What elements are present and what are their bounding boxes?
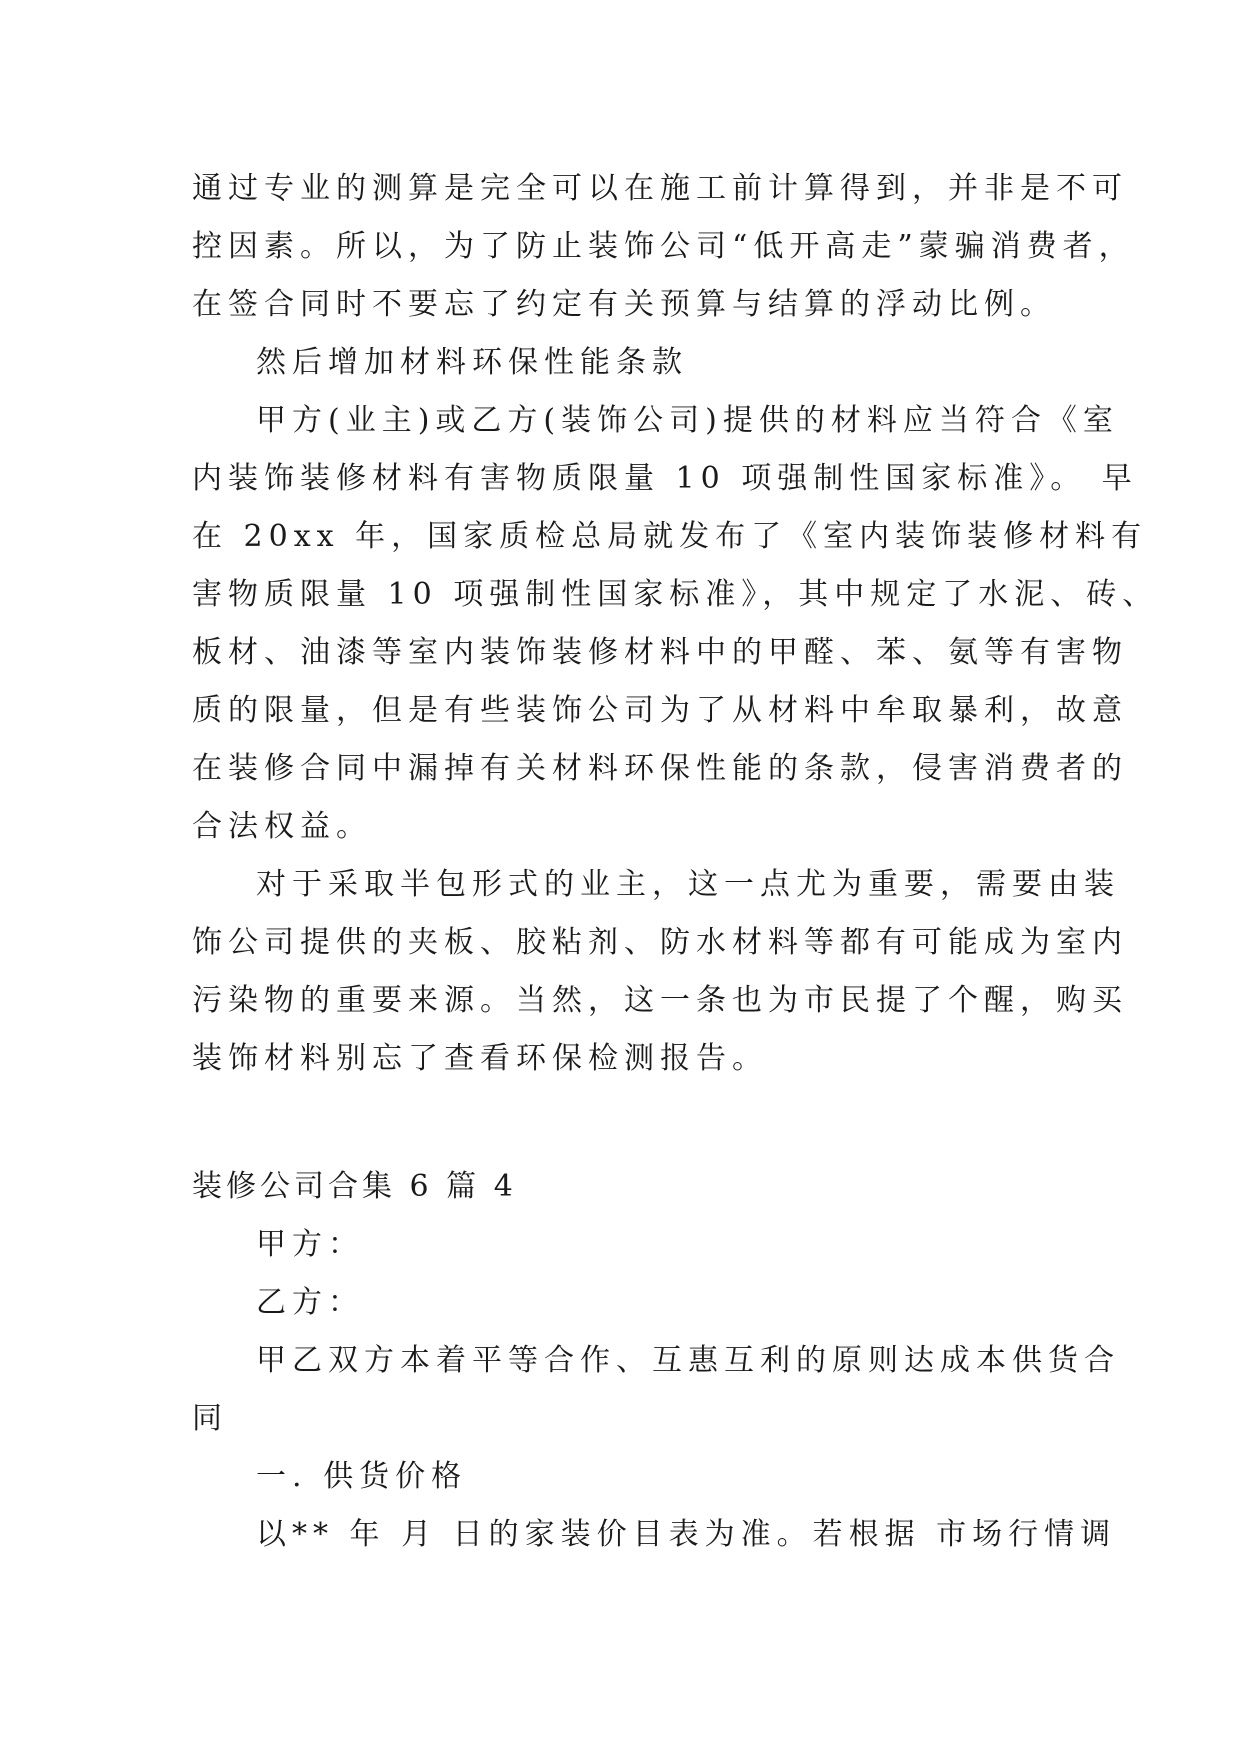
paragraph-line: 板材、油漆等室内装饰装修材料中的甲醛、苯、氨等有害物 (192, 635, 1128, 670)
section-heading: 装修公司合集 6 篇 4 (192, 1169, 517, 1204)
paragraph-line: 饰公司提供的夹板、胶粘剂、防水材料等都有可能成为室内 (192, 925, 1128, 960)
paragraph-line: 甲方(业主)或乙方(装饰公司)提供的材料应当符合《室 (256, 403, 1119, 438)
paragraph-line: 甲乙双方本着平等合作、互惠互利的原则达成本供货合 (256, 1343, 1120, 1378)
paragraph-line: 质的限量，但是有些装饰公司为了从材料中牟取暴利，故意 (192, 693, 1128, 728)
paragraph-line: 污染物的重要来源。当然，这一条也为市民提了个醒，购买 (192, 983, 1128, 1018)
subsection-title: 然后增加材料环保性能条款 (256, 345, 688, 380)
document-body (192, 160, 1159, 1564)
paragraph-line: 合法权益。 (192, 809, 372, 844)
paragraph-line: 对于采取半包形式的业主，这一点尤为重要，需要由装 (256, 867, 1120, 902)
clause-title: 一. 供货价格 (256, 1459, 468, 1494)
paragraph-line: 在签合同时不要忘了约定有关预算与结算的浮动比例。 (192, 287, 1056, 322)
paragraph-line: 内装饰装修材料有害物质限量 10 项强制性国家标准》。 早 (192, 461, 1138, 496)
paragraph-line: 通过专业的测算是完全可以在施工前计算得到，并非是不可 (192, 171, 1128, 206)
section-gap (192, 1088, 1052, 1158)
clause-text: 以** 年 月 日的家装价目表为准。若根据 市场行情调 (256, 1517, 1117, 1552)
paragraph-line: 控因素。所以，为了防止装饰公司“低开高走”蒙骗消费者， (192, 229, 1135, 264)
paragraph-line: 害物质限量 10 项强制性国家标准》，其中规定了水泥、砖、 (192, 577, 1159, 612)
paragraph-line: 在装修合同中漏掉有关材料环保性能的条款，侵害消费者的 (192, 751, 1128, 786)
paragraph-line: 在 20xx 年，国家质检总局就发布了《室内装饰装修材料有 (192, 519, 1148, 554)
paragraph-line: 装饰材料别忘了查看环保检测报告。 (192, 1041, 768, 1076)
party-a-label: 甲方： (256, 1227, 364, 1262)
party-b-label: 乙方： (256, 1285, 364, 1320)
paragraph-line: 同 (192, 1401, 228, 1436)
